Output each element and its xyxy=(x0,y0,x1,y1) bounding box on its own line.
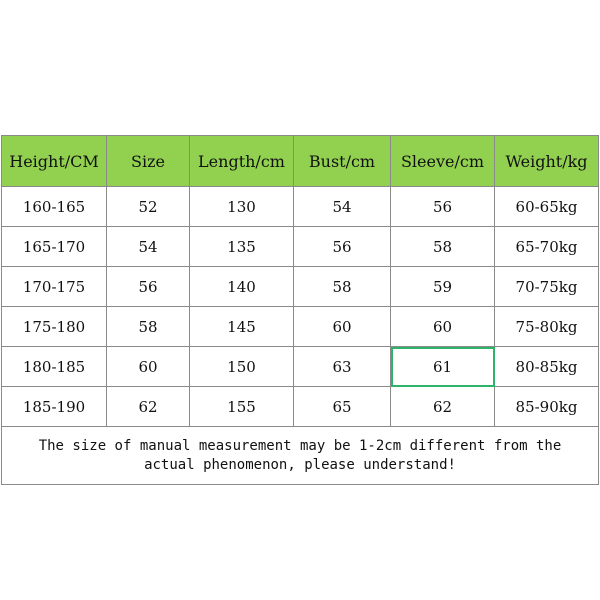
table-row xyxy=(2,187,599,227)
cell-bust: 60 xyxy=(294,307,391,347)
cell-weight: 85-90kg xyxy=(495,387,599,427)
cell-bust: 63 xyxy=(294,347,391,387)
header-bust: Bust/cm xyxy=(294,136,391,187)
cell-sleeve: 56 xyxy=(391,187,495,227)
header-height: Height/CM xyxy=(2,136,107,187)
cell-weight: 70-75kg xyxy=(495,267,599,307)
table-row xyxy=(2,347,599,387)
cell-weight: 80-85kg xyxy=(495,347,599,387)
note-line-1: The size of manual measurement may be 1-2cm different from the xyxy=(38,437,562,454)
table-row xyxy=(2,227,599,267)
cell-sleeve: 60 xyxy=(391,307,495,347)
cell-height: 180-185 xyxy=(2,347,107,387)
cell-height: 165-170 xyxy=(2,227,107,267)
cell-height: 170-175 xyxy=(2,267,107,307)
cell-length: 135 xyxy=(190,227,294,267)
table-row xyxy=(2,307,599,347)
cell-height: 160-165 xyxy=(2,187,107,227)
cell-size: 54 xyxy=(107,227,190,267)
cell-bust: 58 xyxy=(294,267,391,307)
size-chart-table xyxy=(1,135,599,485)
cell-sleeve: 59 xyxy=(391,267,495,307)
cell-length: 130 xyxy=(190,187,294,227)
cell-size: 60 xyxy=(107,347,190,387)
cell-weight: 60-65kg xyxy=(495,187,599,227)
cell-bust: 65 xyxy=(294,387,391,427)
header-length: Length/cm xyxy=(190,136,294,187)
header-weight: Weight/kg xyxy=(495,136,599,187)
cell-sleeve-selected[interactable]: 61 xyxy=(391,347,495,387)
cell-bust: 56 xyxy=(294,227,391,267)
cell-length: 145 xyxy=(190,307,294,347)
table-row xyxy=(2,387,599,427)
cell-size: 62 xyxy=(107,387,190,427)
header-size: Size xyxy=(107,136,190,187)
cell-sleeve: 62 xyxy=(391,387,495,427)
header-sleeve: Sleeve/cm xyxy=(391,136,495,187)
cell-weight: 75-80kg xyxy=(495,307,599,347)
cell-length: 140 xyxy=(190,267,294,307)
cell-weight: 65-70kg xyxy=(495,227,599,267)
cell-height: 185-190 xyxy=(2,387,107,427)
note-line-2: actual phenomenon, please understand! xyxy=(144,456,456,473)
cell-size: 52 xyxy=(107,187,190,227)
cell-length: 150 xyxy=(190,347,294,387)
cell-sleeve: 58 xyxy=(391,227,495,267)
measurement-note xyxy=(2,427,599,485)
cell-height: 175-180 xyxy=(2,307,107,347)
cell-bust: 54 xyxy=(294,187,391,227)
header-row xyxy=(2,136,599,187)
table-row xyxy=(2,267,599,307)
cell-length: 155 xyxy=(190,387,294,427)
cell-size: 58 xyxy=(107,307,190,347)
cell-size: 56 xyxy=(107,267,190,307)
note-row xyxy=(2,427,599,485)
